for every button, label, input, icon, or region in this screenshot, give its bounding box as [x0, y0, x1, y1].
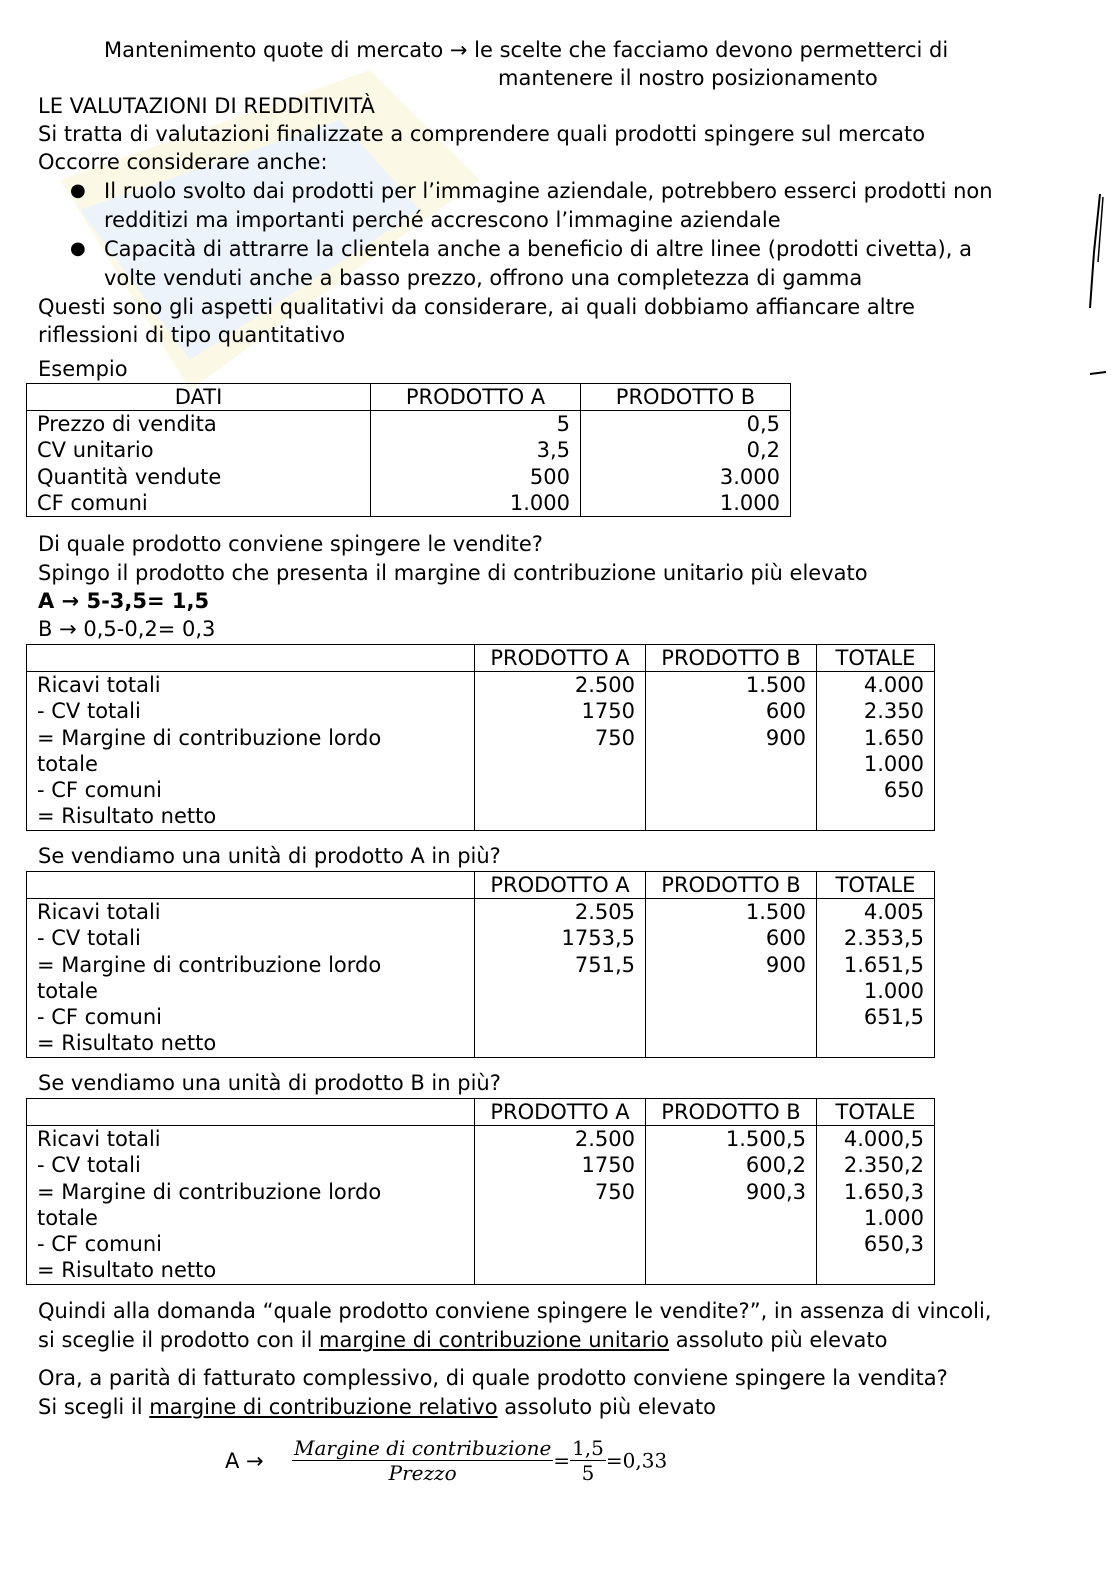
cell-value: 1.650,3 [843, 1179, 924, 1204]
cell-value: 0,5 [746, 412, 780, 436]
cell-value: 2.500 [574, 1127, 635, 1151]
table-header [27, 1099, 475, 1126]
bullet-2-line-2: volte venduti anche a basso prezzo, offrono una completezza di gamma [104, 266, 863, 290]
row-label: - CV totali [37, 1153, 141, 1178]
row-label: - CF comuni [37, 1005, 162, 1030]
cell-value: 751,5 [574, 952, 635, 977]
cell-value: 1.000 [863, 978, 924, 1003]
cell-value: 1750 [581, 1153, 635, 1178]
table-header: TOTALE [817, 1099, 935, 1126]
row-label: - CV totali [37, 699, 141, 724]
row-label: totale [37, 978, 98, 1003]
cell-value: 1750 [581, 699, 635, 724]
cell-value: 500 [529, 464, 570, 489]
row-label: Quantità vendute [37, 464, 222, 489]
cell-value: 4.000,5 [843, 1127, 924, 1151]
table-header [27, 645, 475, 672]
cell-value: 900,3 [745, 1179, 806, 1204]
example-label: Esempio [38, 357, 128, 381]
bullet-icon: ● [70, 180, 86, 201]
row-label: - CF comuni [37, 1232, 162, 1257]
conclusion-1-line-2: si sceglie il prodotto con il margine di contribuzione unitario assoluto più elevato [38, 1328, 888, 1352]
result-table-base [26, 644, 935, 831]
cell-value: 1.000 [509, 490, 570, 515]
cell-value: 0,2 [746, 438, 780, 463]
table-header: PRODOTTO B [646, 1099, 817, 1126]
bullet-1-line-1: Il ruolo svolto dai prodotti per l’immagine aziendale, potrebbero esserci prodotti non [104, 179, 993, 203]
cell-value: 750 [594, 725, 635, 750]
paragraph-3-line-1: Questi sono gli aspetti qualitativi da considerare, ai quali dobbiamo affiancare altre [38, 295, 915, 319]
table-header: PRODOTTO B [646, 872, 817, 899]
formula: A → $\frac{\text{Margine di contribuzione}}{\text{Prezzo}}$ = $\frac{1,5}{5}$ =0,33 [225, 1436, 668, 1485]
row-label: = Margine di contribuzione lordo [37, 725, 382, 750]
paragraph-3-line-2: riflessioni di tipo quantitativo [38, 323, 346, 347]
row-label: - CV totali [37, 926, 141, 951]
cell-value: 1753,5 [561, 926, 635, 951]
intro-line-2: mantenere il nostro posizionamento [498, 66, 878, 90]
table-header [27, 872, 475, 899]
row-label: - CF comuni [37, 778, 162, 803]
row-label: Ricavi totali [37, 673, 161, 697]
question-3: Se vendiamo una unità di prodotto B in più? [38, 1071, 501, 1095]
cell-value: 900 [765, 952, 806, 977]
row-label: CF comuni [37, 490, 148, 515]
cell-value: 600,2 [745, 1153, 806, 1178]
row-label: = Margine di contribuzione lordo [37, 952, 382, 977]
cell-value: 3,5 [536, 438, 570, 463]
scan-mark [1086, 192, 1106, 310]
paragraph-1: Si tratta di valutazioni finalizzate a comprendere quali prodotti spingere sul mercato [38, 122, 926, 146]
bullet-1-line-2: redditizi ma importanti perché accrescono l’immagine aziendale [104, 208, 781, 232]
conclusion-2-line-1: Ora, a parità di fatturato complessivo, di quale prodotto conviene spingere la vendita? [38, 1366, 948, 1390]
section-heading: LE VALUTAZIONI DI REDDITIVITÀ [38, 94, 375, 118]
cell-value: 600 [765, 926, 806, 951]
row-label: Ricavi totali [37, 1127, 161, 1151]
cell-value: 2.350,2 [843, 1153, 924, 1178]
cell-value: 1.651,5 [843, 952, 924, 977]
cell-value: 1.000 [863, 1205, 924, 1230]
formula-result: 0,33 [622, 1448, 668, 1473]
calc-a: A → 5-3,5= 1,5 [38, 589, 210, 613]
cell-value: 1.500 [745, 900, 806, 924]
row-label: CV unitario [37, 438, 154, 463]
paragraph-2: Occorre considerare anche: [38, 150, 328, 174]
fraction-margin-price: $\frac{\text{Margine di contribuzione}}{\text{Prezzo}}$ [294, 1436, 552, 1485]
table-header: TOTALE [817, 645, 935, 672]
bullet-icon: ● [70, 238, 86, 259]
table-header: PRODOTTO A [475, 872, 646, 899]
row-label: = Margine di contribuzione lordo [37, 1179, 382, 1204]
row-label: totale [37, 1205, 98, 1230]
question-1: Di quale prodotto conviene spingere le vendite? [38, 532, 543, 556]
cell-value: 900 [765, 725, 806, 750]
intro-line-1: Mantenimento quote di mercato → le scelte che facciamo devono permetterci di [104, 38, 949, 62]
cell-value: 650,3 [863, 1232, 924, 1257]
cell-value: 4.005 [863, 900, 924, 924]
cell-value: 651,5 [863, 1005, 924, 1030]
cell-value: 1.500,5 [725, 1127, 806, 1151]
cell-value: 2.350 [863, 699, 924, 724]
cell-value: 1.500 [745, 673, 806, 697]
data-table [26, 383, 791, 517]
cell-value: 1.650 [863, 725, 924, 750]
cell-value: 1.000 [863, 751, 924, 776]
cell-value: 2.353,5 [843, 926, 924, 951]
fraction-values: $\frac{1,5}{5}$ [572, 1436, 604, 1485]
calc-b: B → 0,5-0,2= 0,3 [38, 617, 216, 641]
row-label: Prezzo di vendita [37, 412, 217, 436]
cell-value: 2.505 [574, 900, 635, 924]
conclusion-1-line-1: Quindi alla domanda “quale prodotto conviene spingere le vendite?”, in assenza di vincoli, [38, 1299, 992, 1323]
cell-value: 2.500 [574, 673, 635, 697]
result-table-plus-b [26, 1098, 935, 1285]
table-header: PRODOTTO B [646, 645, 817, 672]
cell-value: 5 [556, 412, 570, 436]
question-2: Se vendiamo una unità di prodotto A in più? [38, 844, 501, 868]
table-header: PRODOTTO A [371, 384, 581, 411]
question-1-answer: Spingo il prodotto che presenta il margine di contribuzione unitario più elevato [38, 561, 868, 585]
result-table-plus-a [26, 871, 935, 1058]
cell-value: 650 [883, 778, 924, 803]
table-header: PRODOTTO B [581, 384, 791, 411]
table-header: DATI [27, 384, 371, 411]
cell-value: 1.000 [719, 490, 780, 515]
scan-mark [1088, 368, 1108, 378]
conclusion-2-line-2: Si scegli il margine di contribuzione relativo assoluto più elevato [38, 1395, 716, 1419]
row-label: Ricavi totali [37, 900, 161, 924]
underlined-term: margine di contribuzione unitario [319, 1328, 670, 1352]
table-header: PRODOTTO A [475, 645, 646, 672]
cell-value: 3.000 [719, 464, 780, 489]
cell-value: 750 [594, 1179, 635, 1204]
formula-label: A → [225, 1448, 264, 1473]
row-label: = Risultato netto [37, 804, 217, 829]
table-header: PRODOTTO A [475, 1099, 646, 1126]
row-label: = Risultato netto [37, 1031, 217, 1056]
underlined-term: margine di contribuzione relativo [149, 1395, 498, 1419]
cell-value: 600 [765, 699, 806, 724]
table-header: TOTALE [817, 872, 935, 899]
bullet-2-line-1: Capacità di attrarre la clientela anche a beneficio di altre linee (prodotti civetta), a [104, 237, 972, 261]
cell-value: 4.000 [863, 673, 924, 697]
row-label: = Risultato netto [37, 1258, 217, 1283]
row-label: totale [37, 751, 98, 776]
